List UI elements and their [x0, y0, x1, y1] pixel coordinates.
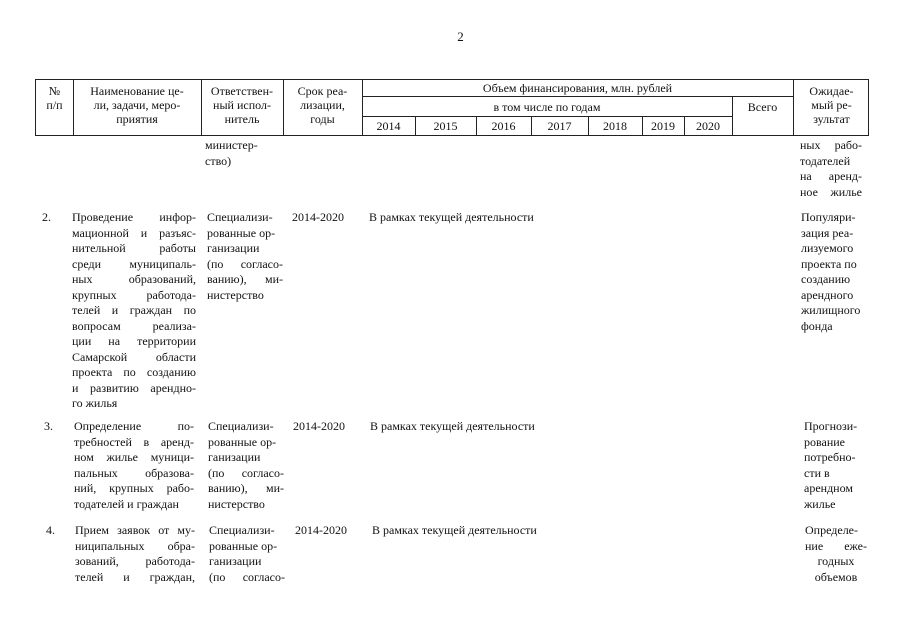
text-line: Специализи- [209, 523, 275, 537]
text-line: рование [804, 434, 846, 449]
text-line: ганизации [207, 241, 260, 255]
text-line: рованные ор- [207, 225, 276, 240]
text-line: Прогнози- [804, 419, 858, 433]
text-line: ции на территории [72, 334, 196, 348]
year-2019: 2019 [651, 119, 675, 133]
header-total: Всего [747, 100, 778, 114]
text-line: годных [817, 554, 855, 568]
row-number: 3. [44, 419, 53, 433]
text-line: Специализи- [207, 210, 273, 224]
row-number: 4. [46, 523, 55, 537]
row-term: 2014-2020 [292, 210, 344, 224]
text-line: требностей в аренд- [74, 434, 194, 449]
row-term: 2014-2020 [293, 419, 345, 433]
row-name [75, 523, 195, 585]
text-line: ство) [205, 153, 232, 168]
row-financing: В рамках текущей деятельности [369, 210, 534, 224]
text-line: Прием заявок от му- [75, 523, 195, 537]
row-result [804, 419, 866, 512]
text-line: и развитию арендно- [72, 380, 196, 395]
text-line: объемов [814, 569, 858, 584]
text-line: министер- [205, 138, 258, 152]
row-financing: В рамках текущей деятельности [372, 523, 537, 537]
year-2018: 2018 [603, 119, 627, 133]
text-line: мационной и разъяс- [72, 225, 196, 240]
header-line: Ожидае- [809, 84, 854, 98]
text-line: ных рабо- [800, 138, 862, 152]
text-line: тодателей и граждан [74, 496, 179, 511]
row-responsible [208, 419, 284, 512]
text-line: созданию [801, 272, 851, 286]
header-by-years: в том числе по годам [493, 100, 601, 114]
text-line: нистерство [208, 496, 265, 511]
row-name [72, 210, 196, 412]
text-line: зация реа- [801, 225, 854, 240]
header-line: ный испол- [213, 98, 271, 112]
header-responsible [201, 84, 283, 126]
text-line: нистерство [207, 287, 264, 302]
text-line: телей и граждан, [75, 569, 195, 584]
row-result [801, 210, 867, 334]
text-line: ганизации [209, 554, 262, 568]
text-line: тодателей [800, 153, 851, 168]
text-line: ние еже- [805, 538, 867, 553]
row-responsible [209, 523, 285, 585]
text-line: сти в [804, 465, 830, 480]
text-line: фонда [801, 318, 833, 333]
text-line: проекта по созданию [72, 365, 196, 379]
text-line: арендном [804, 481, 853, 495]
text-line: ниципальных обра- [75, 538, 195, 553]
text-line: телей и граждан по [72, 303, 196, 317]
text-line: пальных образова- [74, 465, 194, 480]
header-line: годы [310, 112, 335, 126]
table-header [35, 79, 869, 136]
text-line: Популяри- [801, 210, 856, 224]
text-line: зований, работода- [75, 554, 195, 568]
header-line: нитель [224, 112, 260, 126]
text-line: потребно- [804, 450, 856, 464]
year-2015: 2015 [433, 119, 458, 133]
year-2020: 2020 [696, 119, 720, 133]
text-line: го жилья [72, 396, 118, 410]
text-line: ванию), ми- [207, 272, 283, 286]
text-line: рованные ор- [208, 434, 277, 449]
text-line: ных образований, [72, 272, 196, 286]
divider [362, 116, 732, 117]
header-line: приятия [116, 112, 158, 126]
header-line: Ответствен- [210, 84, 274, 98]
header-line: № [48, 84, 61, 98]
row-result [805, 523, 867, 585]
text-line: Самарской области [72, 349, 196, 364]
text-line: на аренд- [800, 169, 862, 183]
text-line: Определе- [805, 523, 858, 537]
text-line: ное жилье [800, 184, 862, 199]
text-line: ном жилье муници- [74, 450, 194, 464]
year-2017: 2017 [547, 119, 572, 133]
row-financing: В рамках текущей деятельности [370, 419, 535, 433]
text-line: жилье [804, 496, 836, 511]
header-line: зультат [813, 112, 850, 126]
row-responsible [207, 210, 283, 303]
text-line: (по согласо- [208, 465, 284, 480]
header-result [793, 84, 870, 126]
header-line: п/п [46, 98, 63, 112]
header-line: ли, задачи, меро- [93, 98, 181, 112]
header-financing: Объем финансирования, млн. рублей [482, 81, 673, 95]
header-name [73, 84, 201, 126]
text-line: (по согласо- [209, 569, 285, 584]
header-line: Наименование це- [90, 84, 184, 98]
text-line: Определение по- [74, 419, 194, 433]
text-line: рованные ор- [209, 538, 278, 553]
text-line: жилищного [801, 303, 861, 317]
year-2016: 2016 [491, 119, 516, 133]
text-line: лизуемого [801, 241, 854, 255]
page-number: 2 [457, 29, 464, 44]
header-line: Срок реа- [297, 84, 348, 98]
text-line: (по согласо- [207, 256, 283, 271]
row-number: 2. [42, 210, 51, 224]
text-line: нительной работы [72, 241, 196, 255]
text-line: вопросам реализа- [72, 318, 196, 333]
header-line: лизации, [300, 98, 345, 112]
header-line: мый ре- [811, 98, 852, 112]
divider [362, 96, 793, 97]
text-line: проекта по [801, 256, 857, 271]
text-line: крупных работода- [72, 287, 196, 302]
header-number [36, 84, 73, 112]
header-term [283, 84, 362, 126]
text-line: ний, крупных рабо- [74, 481, 194, 495]
text-line: среди муниципаль- [72, 256, 196, 271]
year-2014: 2014 [376, 119, 401, 133]
continuation-result [800, 138, 862, 200]
text-line: ганизации [208, 450, 261, 464]
text-line: арендного [801, 287, 854, 302]
text-line: ванию), ми- [208, 481, 284, 495]
text-line: Проведение инфор- [72, 210, 196, 224]
text-line: Специализи- [208, 419, 274, 433]
row-name [74, 419, 194, 512]
row-term: 2014-2020 [295, 523, 347, 537]
continuation-responsible [205, 138, 258, 169]
